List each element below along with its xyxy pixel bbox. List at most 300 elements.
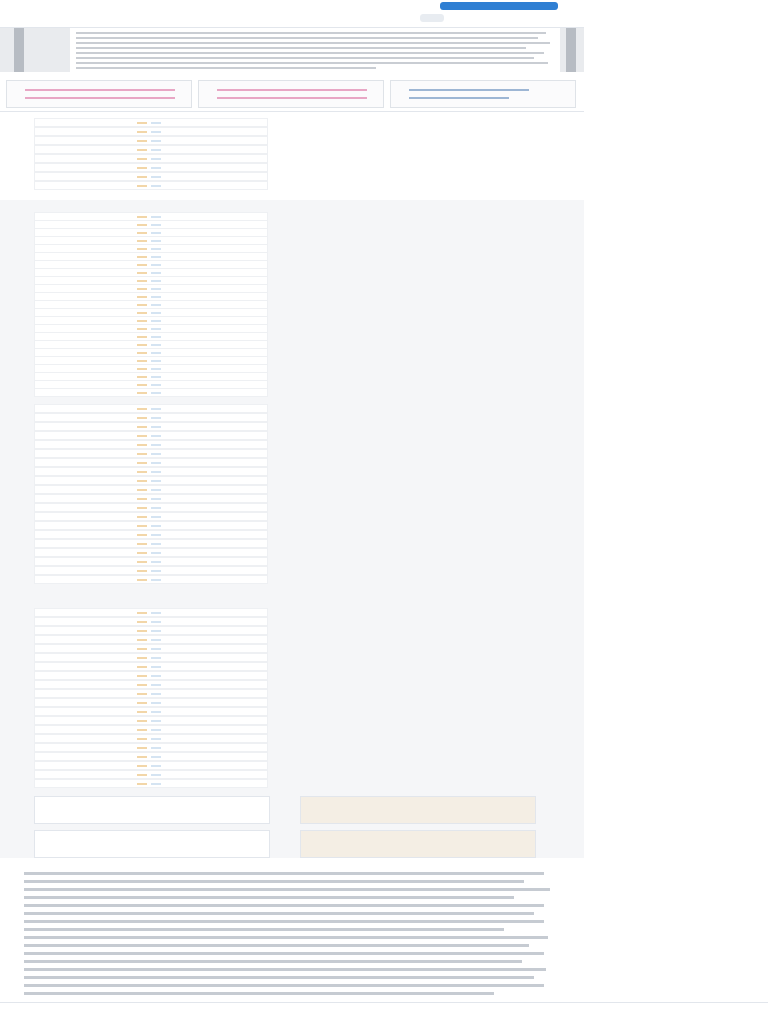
list-item[interactable] xyxy=(34,503,544,512)
viewer-right-edge xyxy=(566,28,576,72)
list-item[interactable] xyxy=(34,413,544,422)
text-line xyxy=(24,936,548,939)
thumb-accent xyxy=(137,471,147,473)
thumb-accent xyxy=(151,352,161,354)
item-thumbnail xyxy=(34,476,268,485)
item-thumbnail xyxy=(34,404,268,413)
thumb-accent xyxy=(151,444,161,446)
thumb-accent xyxy=(151,240,161,242)
item-title xyxy=(288,118,544,127)
item-thumbnail xyxy=(34,127,268,136)
thumb-accent xyxy=(137,561,147,563)
thumb-accent xyxy=(151,296,161,298)
item-thumbnail xyxy=(34,743,268,752)
document-viewer[interactable] xyxy=(0,28,584,72)
audiobook-card-title xyxy=(325,843,525,852)
thumb-accent xyxy=(137,444,147,446)
thumb-accent xyxy=(137,621,147,623)
list-item[interactable] xyxy=(34,494,544,503)
list-item[interactable] xyxy=(34,653,544,662)
thumb-accent xyxy=(151,579,161,581)
item-title xyxy=(288,458,544,467)
item-thumbnail xyxy=(34,449,268,458)
list-item[interactable] xyxy=(34,761,544,770)
thumb-accent xyxy=(151,328,161,330)
thumb-accent xyxy=(137,657,147,659)
thumb-accent xyxy=(151,185,161,187)
list-item[interactable] xyxy=(34,671,544,680)
item-title xyxy=(288,617,544,626)
thumb-accent xyxy=(151,453,161,455)
thumb-accent xyxy=(151,312,161,314)
list-item[interactable] xyxy=(34,617,544,626)
item-title xyxy=(288,680,544,689)
item-title xyxy=(288,626,544,635)
thumb-accent xyxy=(137,648,147,650)
thumb-accent xyxy=(137,711,147,713)
thumb-accent xyxy=(137,408,147,410)
audiobook-card[interactable] xyxy=(34,830,270,858)
thumb-accent xyxy=(137,304,147,306)
thumb-accent xyxy=(137,639,147,641)
list-item[interactable] xyxy=(34,770,544,779)
thumb-accent xyxy=(137,453,147,455)
item-title xyxy=(288,154,544,163)
footer-heading xyxy=(24,858,544,870)
thumb-accent xyxy=(137,368,147,370)
item-title xyxy=(288,707,544,716)
thumb-accent xyxy=(151,702,161,704)
thumb-accent xyxy=(137,288,147,290)
save-button[interactable] xyxy=(420,14,444,22)
thumb-accent xyxy=(151,376,161,378)
thumb-accent xyxy=(137,344,147,346)
text-line xyxy=(24,888,550,891)
item-title xyxy=(288,467,544,476)
list-item[interactable] xyxy=(34,566,544,575)
thumb-accent xyxy=(137,543,147,545)
thumb-accent xyxy=(151,248,161,250)
list-item[interactable] xyxy=(34,725,544,734)
thumb-accent xyxy=(151,657,161,659)
text-line xyxy=(76,57,534,59)
list-item[interactable] xyxy=(34,127,544,136)
item-thumbnail xyxy=(34,172,268,181)
thumb-accent xyxy=(151,516,161,518)
thumb-accent xyxy=(137,666,147,668)
item-thumbnail xyxy=(34,680,268,689)
thumb-accent xyxy=(137,248,147,250)
item-thumbnail xyxy=(34,566,268,575)
list-item[interactable] xyxy=(34,635,544,644)
item-title xyxy=(288,494,544,503)
text-line xyxy=(24,952,544,955)
text-line xyxy=(76,37,538,39)
text-line xyxy=(76,52,544,54)
thumb-accent xyxy=(137,158,147,160)
list-item[interactable] xyxy=(34,485,544,494)
thumb-accent xyxy=(137,232,147,234)
thumb-accent xyxy=(151,498,161,500)
thumb-accent xyxy=(151,131,161,133)
thumb-accent xyxy=(151,570,161,572)
item-title xyxy=(288,557,544,566)
item-title xyxy=(288,689,544,698)
item-thumbnail xyxy=(34,770,268,779)
related-list-2 xyxy=(34,404,544,584)
thumb-accent xyxy=(137,525,147,527)
thumb-accent xyxy=(137,675,147,677)
thumb-accent xyxy=(151,232,161,234)
thumb-accent xyxy=(137,328,147,330)
book-card[interactable] xyxy=(300,796,536,824)
text-line xyxy=(24,904,544,907)
list-item[interactable] xyxy=(34,779,544,788)
item-thumbnail xyxy=(34,548,268,557)
thumb-accent xyxy=(137,264,147,266)
thumb-accent xyxy=(151,693,161,695)
thumb-accent xyxy=(137,693,147,695)
thumb-accent xyxy=(151,684,161,686)
thumb-accent xyxy=(137,552,147,554)
item-thumbnail xyxy=(34,485,268,494)
thumb-accent xyxy=(151,507,161,509)
page-thumbnail[interactable] xyxy=(390,80,576,108)
thumb-accent xyxy=(151,630,161,632)
list-item[interactable] xyxy=(34,662,544,671)
text-line xyxy=(24,912,534,915)
item-title xyxy=(288,431,544,440)
thumb-accent xyxy=(137,224,147,226)
item-title xyxy=(288,548,544,557)
thumb-accent xyxy=(137,122,147,124)
viewer-left-edge xyxy=(14,28,24,72)
text-line xyxy=(24,872,544,875)
item-title xyxy=(288,761,544,770)
bottom-bar-text xyxy=(50,1008,530,1018)
text-line xyxy=(76,32,546,34)
list-item[interactable] xyxy=(34,608,544,617)
document-page xyxy=(70,28,560,72)
item-title xyxy=(288,734,544,743)
item-thumbnail xyxy=(34,617,268,626)
item-thumbnail xyxy=(34,698,268,707)
thumb-accent xyxy=(137,417,147,419)
thumb-accent xyxy=(151,417,161,419)
item-title xyxy=(288,163,544,172)
thumb-accent xyxy=(151,426,161,428)
thumb-accent xyxy=(151,224,161,226)
item-thumbnail xyxy=(34,644,268,653)
item-thumbnail xyxy=(34,503,268,512)
thumb-accent xyxy=(137,774,147,776)
item-thumbnail xyxy=(34,635,268,644)
text-line xyxy=(24,880,524,883)
thumb-accent xyxy=(137,312,147,314)
page-thumbnail[interactable] xyxy=(6,80,192,108)
thumb-accent xyxy=(137,240,147,242)
bottom-bar xyxy=(0,1002,768,1024)
thumb-accent xyxy=(151,612,161,614)
list-item[interactable] xyxy=(34,154,544,163)
audiobook-card-title xyxy=(59,843,259,852)
recommended-list xyxy=(34,118,544,194)
thumb-accent xyxy=(137,738,147,740)
item-thumbnail xyxy=(34,458,268,467)
thumb-accent xyxy=(151,774,161,776)
list-item[interactable] xyxy=(34,716,544,725)
page-thumbnails xyxy=(0,72,584,112)
item-thumbnail xyxy=(34,422,268,431)
thumb-accent xyxy=(151,336,161,338)
thumb-line xyxy=(217,89,367,91)
thumb-accent xyxy=(137,570,147,572)
thumb-accent xyxy=(151,384,161,386)
list-item[interactable] xyxy=(34,557,544,566)
list-item[interactable] xyxy=(34,136,544,145)
item-thumbnail xyxy=(34,163,268,172)
list-item[interactable] xyxy=(34,644,544,653)
thumb-accent xyxy=(151,561,161,563)
thumb-accent xyxy=(137,426,147,428)
item-title xyxy=(288,485,544,494)
thumb-accent xyxy=(137,376,147,378)
item-thumbnail xyxy=(34,725,268,734)
thumb-accent xyxy=(137,360,147,362)
thumb-accent xyxy=(137,384,147,386)
thumb-accent xyxy=(151,408,161,410)
thumb-accent xyxy=(137,684,147,686)
list-item[interactable] xyxy=(34,743,544,752)
list-item[interactable] xyxy=(34,431,544,440)
text-line xyxy=(76,67,376,69)
thumb-accent xyxy=(151,720,161,722)
book-card-title xyxy=(325,809,525,818)
item-title xyxy=(288,172,544,181)
list-item[interactable] xyxy=(34,467,544,476)
list-item[interactable] xyxy=(34,548,544,557)
thumb-accent xyxy=(151,711,161,713)
item-title xyxy=(288,413,544,422)
book-card[interactable] xyxy=(34,796,270,824)
item-thumbnail xyxy=(34,734,268,743)
audiobook-card[interactable] xyxy=(300,830,536,858)
thumb-accent xyxy=(137,579,147,581)
thumb-accent xyxy=(137,176,147,178)
list-item[interactable] xyxy=(34,707,544,716)
list-item[interactable] xyxy=(34,440,544,449)
download-button[interactable] xyxy=(440,2,558,10)
list-item[interactable] xyxy=(34,539,544,548)
thumb-accent xyxy=(137,140,147,142)
thumb-accent xyxy=(151,344,161,346)
list-item[interactable] xyxy=(34,680,544,689)
thumb-accent xyxy=(151,176,161,178)
thumb-accent xyxy=(137,489,147,491)
thumb-accent xyxy=(137,630,147,632)
item-title xyxy=(288,566,544,575)
item-title xyxy=(288,422,544,431)
thumb-accent xyxy=(151,489,161,491)
thumb-accent xyxy=(151,480,161,482)
item-title xyxy=(288,608,544,617)
thumb-accent xyxy=(151,360,161,362)
thumb-accent xyxy=(151,167,161,169)
thumb-accent xyxy=(151,765,161,767)
item-title xyxy=(288,698,544,707)
list-item[interactable] xyxy=(34,752,544,761)
thumb-line xyxy=(409,97,509,99)
item-thumbnail xyxy=(34,716,268,725)
item-title xyxy=(288,512,544,521)
item-thumbnail xyxy=(34,761,268,770)
item-title xyxy=(288,653,544,662)
thumb-accent xyxy=(151,621,161,623)
thumb-accent xyxy=(151,552,161,554)
thumb-accent xyxy=(151,320,161,322)
thumb-accent xyxy=(137,507,147,509)
thumb-accent xyxy=(137,756,147,758)
text-line xyxy=(24,992,494,995)
text-line xyxy=(24,960,522,963)
related-section xyxy=(0,200,584,858)
thumb-accent xyxy=(151,140,161,142)
item-title xyxy=(288,725,544,734)
thumb-accent xyxy=(137,612,147,614)
thumb-accent xyxy=(137,534,147,536)
thumb-line xyxy=(25,89,175,91)
thumb-accent xyxy=(151,368,161,370)
page-thumbnail[interactable] xyxy=(198,80,384,108)
thumb-accent xyxy=(151,648,161,650)
item-thumbnail xyxy=(34,118,268,127)
document-text xyxy=(24,858,560,1008)
thumb-accent xyxy=(137,131,147,133)
thumb-accent xyxy=(151,304,161,306)
thumb-accent xyxy=(137,498,147,500)
item-title xyxy=(288,145,544,154)
thumb-accent xyxy=(151,288,161,290)
thumb-accent xyxy=(151,534,161,536)
list-item[interactable] xyxy=(34,163,544,172)
item-thumbnail xyxy=(34,752,268,761)
item-title xyxy=(288,635,544,644)
thumb-accent xyxy=(137,272,147,274)
item-title xyxy=(288,539,544,548)
thumb-accent xyxy=(137,320,147,322)
thumb-accent xyxy=(151,280,161,282)
text-line xyxy=(24,976,534,979)
list-item[interactable] xyxy=(34,521,544,530)
thumb-accent xyxy=(137,783,147,785)
item-thumbnail xyxy=(34,671,268,680)
item-thumbnail xyxy=(34,512,268,521)
item-title xyxy=(288,181,544,190)
list-item[interactable] xyxy=(34,404,544,413)
thumb-accent xyxy=(137,480,147,482)
item-thumbnail xyxy=(34,608,268,617)
thumb-accent xyxy=(137,167,147,169)
text-line xyxy=(24,944,529,947)
item-title xyxy=(288,127,544,136)
list-item[interactable] xyxy=(34,530,544,539)
thumb-accent xyxy=(137,296,147,298)
list-item[interactable] xyxy=(34,476,544,485)
item-thumbnail xyxy=(34,145,268,154)
text-line xyxy=(24,984,544,987)
thumb-accent xyxy=(151,471,161,473)
thumb-accent xyxy=(137,729,147,731)
thumb-accent xyxy=(137,216,147,218)
thumb-accent xyxy=(151,149,161,151)
related-list-3 xyxy=(34,608,544,788)
item-title xyxy=(288,503,544,512)
item-title xyxy=(288,388,544,397)
thumb-accent xyxy=(137,702,147,704)
item-title xyxy=(288,521,544,530)
thumb-accent xyxy=(137,747,147,749)
thumb-accent xyxy=(151,666,161,668)
thumb-accent xyxy=(137,256,147,258)
thumb-accent xyxy=(137,336,147,338)
item-thumbnail xyxy=(34,136,268,145)
list-item[interactable] xyxy=(34,626,544,635)
thumb-accent xyxy=(151,639,161,641)
thumb-accent xyxy=(151,783,161,785)
list-item[interactable] xyxy=(34,118,544,127)
list-item[interactable] xyxy=(34,689,544,698)
list-item[interactable] xyxy=(34,172,544,181)
item-thumbnail xyxy=(34,626,268,635)
thumb-accent xyxy=(151,675,161,677)
item-thumbnail xyxy=(34,413,268,422)
thumb-accent xyxy=(137,352,147,354)
item-thumbnail xyxy=(34,467,268,476)
list-item[interactable] xyxy=(34,145,544,154)
item-thumbnail xyxy=(34,557,268,566)
list-item[interactable] xyxy=(34,512,544,521)
item-thumbnail xyxy=(34,779,268,788)
thumb-accent xyxy=(151,756,161,758)
document-header xyxy=(0,0,584,28)
thumb-accent xyxy=(137,720,147,722)
thumb-line xyxy=(25,97,175,99)
list-item[interactable] xyxy=(34,575,544,584)
item-thumbnail xyxy=(34,181,268,190)
list-item[interactable] xyxy=(34,449,544,458)
item-title xyxy=(288,644,544,653)
text-line xyxy=(76,42,550,44)
text-line xyxy=(76,62,548,64)
list-item[interactable] xyxy=(34,698,544,707)
item-title xyxy=(288,671,544,680)
text-line xyxy=(24,968,546,971)
item-title xyxy=(288,440,544,449)
text-line xyxy=(24,920,544,923)
item-thumbnail xyxy=(34,662,268,671)
item-thumbnail xyxy=(34,440,268,449)
thumb-accent xyxy=(137,765,147,767)
list-item[interactable] xyxy=(34,422,544,431)
list-item[interactable] xyxy=(34,458,544,467)
list-item[interactable] xyxy=(34,181,544,190)
item-title xyxy=(288,743,544,752)
thumb-accent xyxy=(137,149,147,151)
thumb-accent xyxy=(151,435,161,437)
thumb-accent xyxy=(137,462,147,464)
item-title xyxy=(288,779,544,788)
list-item[interactable] xyxy=(34,734,544,743)
